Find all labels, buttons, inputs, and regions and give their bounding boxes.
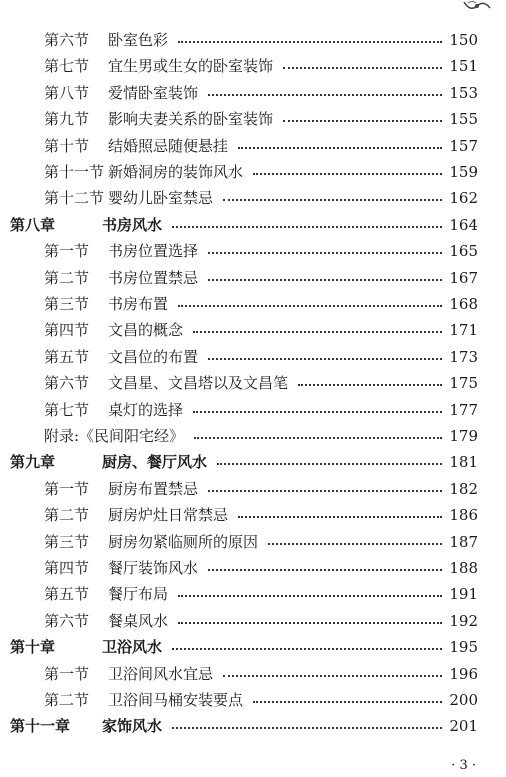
dot-leader <box>238 516 442 518</box>
dot-leader <box>223 675 442 677</box>
dot-leader <box>172 226 442 228</box>
toc-entry-number: 第一节 <box>44 242 90 261</box>
toc-section-row[interactable] <box>0 265 506 291</box>
toc-entry-number: 第十一章 <box>10 717 71 736</box>
toc-entry-page: 188 <box>449 559 478 577</box>
dot-leader <box>194 437 442 439</box>
toc-entry-title: 文昌位的布置 <box>108 347 199 366</box>
dot-leader <box>298 384 442 386</box>
toc-section-row[interactable] <box>0 80 506 106</box>
toc-entry-page: 196 <box>449 664 478 683</box>
toc-chapter-row[interactable] <box>0 212 506 238</box>
toc-entry-number: 第三节 <box>44 532 90 551</box>
toc-entry-page: 153 <box>449 83 478 102</box>
toc-entry-page: 173 <box>449 347 478 366</box>
toc-entry-title: 家饰风水 <box>102 717 163 736</box>
toc-section-row[interactable] <box>0 185 506 211</box>
toc-entry-page: 192 <box>449 611 478 630</box>
dot-leader <box>178 595 442 597</box>
toc-entry-title: 附录:《民间阳宅经》 <box>44 427 185 445</box>
dot-leader <box>178 305 442 307</box>
toc-entry-page: 167 <box>449 268 478 287</box>
toc-entry-number: 第六节 <box>44 374 90 393</box>
toc-entry-number: 第七节 <box>44 57 90 76</box>
toc-section-row[interactable] <box>0 291 506 317</box>
toc-entry-title: 桌灯的选择 <box>108 400 184 419</box>
toc-entry-title: 爱情卧室装饰 <box>108 83 199 102</box>
corner-ornament-icon <box>462 0 492 14</box>
dot-leader <box>253 173 442 175</box>
toc-entry-page: 151 <box>449 57 478 76</box>
toc-entry-number: 第六节 <box>44 31 90 49</box>
toc-entry-title: 厨房布置禁忌 <box>108 479 199 498</box>
toc-entry-page: 179 <box>449 427 478 445</box>
toc-section-row[interactable] <box>0 344 506 370</box>
toc-chapter-row[interactable] <box>0 634 506 660</box>
toc-entry-title: 书房位置禁忌 <box>108 268 199 287</box>
toc-entry-number: 第二节 <box>44 268 90 287</box>
dot-leader <box>217 463 442 465</box>
toc-entry-number: 第五节 <box>44 347 90 366</box>
dot-leader <box>208 94 442 96</box>
toc-section-row[interactable] <box>0 476 506 502</box>
toc-entry-number: 第一节 <box>44 479 90 498</box>
toc-entry-page: 165 <box>449 242 478 261</box>
toc-section-row[interactable] <box>0 608 506 634</box>
dot-leader <box>253 701 442 703</box>
dot-leader <box>193 411 442 413</box>
page-number: · 3 · <box>451 758 476 773</box>
toc-entry-title: 婴幼儿卧室禁忌 <box>108 189 214 208</box>
toc-section-row[interactable] <box>0 133 506 159</box>
toc-entry-title: 文昌的概念 <box>108 321 184 340</box>
toc-entry-title: 影响夫妻关系的卧室装饰 <box>108 110 274 129</box>
toc-entry-page: 171 <box>449 321 478 340</box>
toc-entry-number: 第四节 <box>44 321 90 340</box>
toc-entry-page: 175 <box>449 374 478 393</box>
toc-entry-title: 书房布置 <box>108 295 169 313</box>
toc-entry-title: 卧室色彩 <box>108 31 169 49</box>
toc-entry-title: 新婚洞房的装饰风水 <box>108 163 244 181</box>
toc-entry-title: 餐厅布局 <box>108 585 169 604</box>
toc-entry-page: 191 <box>449 585 478 604</box>
toc-section-row[interactable] <box>0 370 506 396</box>
toc-entry-title: 厨房勿紧临厕所的原因 <box>108 532 259 551</box>
dot-leader <box>172 727 442 729</box>
toc-entry-title: 书房位置选择 <box>108 242 199 261</box>
toc-entry-page: 187 <box>449 532 478 551</box>
toc-entry-number: 第三节 <box>44 295 90 313</box>
dot-leader <box>178 41 442 43</box>
toc-entry-number: 第五节 <box>44 585 90 604</box>
toc-entry-page: 162 <box>449 189 478 208</box>
dot-leader <box>172 648 442 650</box>
toc-section-row[interactable] <box>0 502 506 528</box>
toc-entry-page: 201 <box>449 717 478 736</box>
toc-section-row[interactable] <box>0 238 506 264</box>
toc-section-row[interactable] <box>0 397 506 423</box>
toc-entry-title: 宜生男或生女的卧室装饰 <box>108 57 274 76</box>
toc-entry-page: 200 <box>449 691 478 709</box>
toc-entry-title: 文昌星、文昌塔以及文昌笔 <box>108 374 289 393</box>
toc-chapter-row[interactable] <box>0 449 506 475</box>
toc-entry-page: 164 <box>449 215 478 234</box>
toc-entry-number: 第四节 <box>44 559 90 577</box>
toc-entry-page: 181 <box>449 453 478 472</box>
toc-entry-number: 第八节 <box>44 83 90 102</box>
dot-leader <box>238 147 442 149</box>
toc-entry-number: 第十一节 <box>44 163 105 181</box>
dot-leader <box>208 569 442 571</box>
toc-entry-title: 餐桌风水 <box>108 611 169 630</box>
toc-entry-number: 第一节 <box>44 664 90 683</box>
toc-entry-number: 第六节 <box>44 611 90 630</box>
dot-leader <box>178 622 442 624</box>
toc-entry-page: 155 <box>449 110 478 129</box>
toc-entry-page: 159 <box>449 163 478 181</box>
toc-section-row[interactable] <box>0 581 506 607</box>
toc-chapter-row[interactable] <box>0 713 506 739</box>
toc-section-row[interactable] <box>0 53 506 79</box>
dot-leader <box>223 199 442 201</box>
toc-entry-number: 第十节 <box>44 136 90 155</box>
toc-entry-page: 168 <box>449 295 478 313</box>
toc-entry-page: 195 <box>449 638 478 657</box>
toc-entry-number: 第二节 <box>44 691 90 709</box>
toc-entry-page: 157 <box>449 136 478 155</box>
toc-entry-number: 第九章 <box>10 453 56 472</box>
toc-section-row[interactable] <box>0 317 506 343</box>
toc-section-row[interactable] <box>0 106 506 132</box>
toc-entry-title: 结婚照忌随便悬挂 <box>108 136 229 155</box>
toc-section-row[interactable] <box>0 687 506 713</box>
toc-entry-number: 第十二节 <box>44 189 105 208</box>
toc-entry-title: 卫浴间马桶安装要点 <box>108 691 244 709</box>
toc-entry-number: 第八章 <box>10 215 56 234</box>
toc-section-row[interactable] <box>0 555 506 581</box>
toc-entry-page: 186 <box>449 506 478 525</box>
dot-leader <box>283 67 442 69</box>
toc-entry-number: 第七节 <box>44 400 90 419</box>
dot-leader <box>208 279 442 281</box>
toc-entry-title: 厨房、餐厅风水 <box>102 453 208 472</box>
toc-section-row[interactable] <box>0 27 506 53</box>
toc-entry-number: 第九节 <box>44 110 90 129</box>
toc-entry-title: 卫浴间风水宜忌 <box>108 664 214 683</box>
toc-section-row[interactable] <box>0 423 506 449</box>
dot-leader <box>268 543 442 545</box>
toc-section-row[interactable] <box>0 661 506 687</box>
toc-entry-title: 卫浴风水 <box>102 638 163 657</box>
toc-section-row[interactable] <box>0 159 506 185</box>
toc-section-row[interactable] <box>0 529 506 555</box>
dot-leader <box>193 331 442 333</box>
dot-leader <box>283 120 442 122</box>
toc-entry-number: 第十章 <box>10 638 56 657</box>
dot-leader <box>208 252 442 254</box>
toc-entry-number: 第二节 <box>44 506 90 525</box>
toc-entry-page: 182 <box>449 479 478 498</box>
dot-leader <box>208 490 442 492</box>
dot-leader <box>208 358 442 360</box>
toc-entry-title: 厨房炉灶日常禁忌 <box>108 506 229 525</box>
toc-entry-title: 餐厅装饰风水 <box>108 559 199 577</box>
toc-entry-page: 150 <box>449 31 478 49</box>
toc-entry-page: 177 <box>449 400 478 419</box>
toc-entry-title: 书房风水 <box>102 215 163 234</box>
